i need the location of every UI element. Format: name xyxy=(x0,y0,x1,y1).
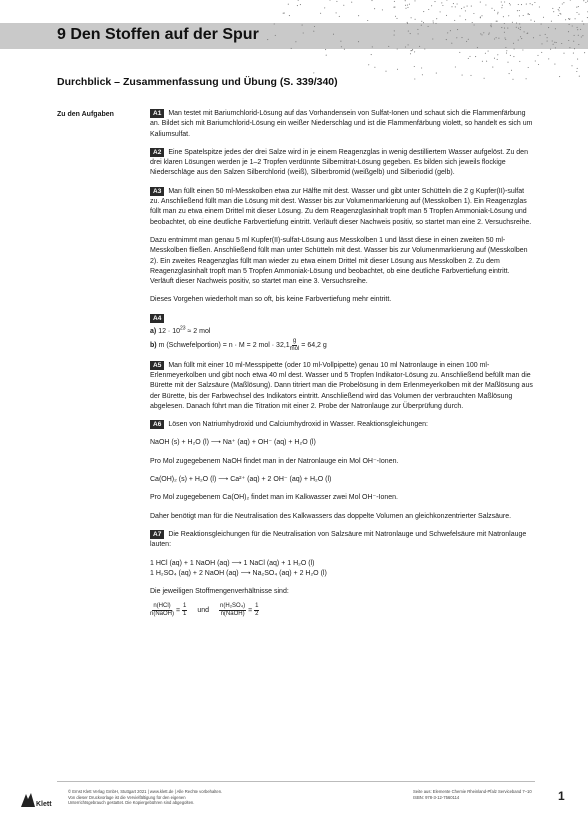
footer-divider xyxy=(57,781,535,782)
ratio-1: $\frac{\text{n(HCl)}}{\text{n(NaOH)}}$ = $\frac{1}{1}$ xyxy=(150,603,187,618)
task-a6 xyxy=(150,420,535,430)
klett-logo-icon xyxy=(18,790,52,811)
a7-text-1: Die jeweiligen Stoffmengenverhältnisse sind: xyxy=(150,588,289,596)
task-a2 xyxy=(150,148,535,179)
decorative-dot-pattern xyxy=(235,0,588,80)
footer-copyright: © Ernst Klett Verlag GmbH, Stuttgart 2021 | www.klett.de | Alle Rechte vorbehalten. Von dieser Druckvorlage ist die Vervielfältigung für den eigenen Unterrichtsgebrauch gestattet. Die Kopiergebühren sind abgegolten. xyxy=(68,789,223,806)
task-text: Man füllt einen 50 ml-Messkolben etwa zur Hälfte mit dest. Wasser und gibt unter Schütteln die 2 g Kupfer(II)-sulfat zu. Anschließend füllt man die Lösung mit dest. Wasser bis zur Volumenmarkierung auf (Messkolben 1). Ein Reagenzglas füllt man zu etwa einem Drittel mit dieser Lösung. Zu dem Reagenzglasinhalt tropft man 5 Tropfen Ammoniak-Lösung und beobachtet, ob eine deutliche Farbvertiefung eintritt. Verläuft dieser Nachweis positiv, so startet man eine 2. Versuchsreihe. xyxy=(150,187,532,226)
task-a5 xyxy=(150,361,535,412)
a4-a-line: a) $12 \cdot 10^{23} \approx 2$ mol xyxy=(150,326,211,336)
task-text: Eine Spatelspitze jedes der drei Salze wird in je einem Reagenzglas in wenig destilliertem Wasser aufgelöst. Zu den drei klaren Lösungen werden je 1–2 Tropfen verdünnte Silbernitrat-Lösung gegeben. Es bilden sich jeweils flockige Niederschläge aus den Salzen Silberchlorid (weiß), Silberbromid (weißgelb) und Silberiodid (gelb). xyxy=(150,148,528,177)
footer-source: Seite aus: Elemente Chemie Rheinland-Pfalz Serviceband 7–10 ISBN: 978-3-12-7560114 xyxy=(413,789,532,800)
task-content xyxy=(150,109,535,618)
task-a3-paragraph-2: Dazu entnimmt man genau 5 ml Kupfer(II)-sulfat-Lösung aus Messkolben 1 und lässt diese in einen zweiten 50 ml-Messkolben fließen. Anschließend füllt man unter Schütteln mit dest. Wasser bis zur Volumenmarkierung auf (Messkolben 2). Ein zweites Reagenzglas füllt man wieder zu etwa einem Drittel mit dieser Lösung aus Messkolben 2. Zu dem Reagenzglasinhalt tropft man 5 Tropfen Ammoniak-Lösung und beobachtet, ob eine deutliche Farbvertiefung eintritt. Verläuft dieser Nachweis positiv, so startet man eine 3. Versuchsreihe. xyxy=(150,236,528,286)
ratio-connector: und xyxy=(197,606,210,614)
task-tag: A7 xyxy=(150,530,164,539)
side-label: Zu den Aufgaben xyxy=(57,111,114,118)
task-a4 xyxy=(150,314,535,353)
task-text: Man füllt mit einer 10 ml-Messpipette (oder 10 ml-Vollpipette) genau 10 ml Natronlauge in einen 100 ml-Erlenmeyerkolben und gibt noch etwa 40 ml dest. Wasser und 5 Tropfen Indikator-Lösung zu. Anschließend befüllt man die Bürette mit der Salzsäure (Maßlösung). Dann titriert man die Probelösung in dem Erlenmeyerkolben mit der Maßlösung aus der Bürette, bis der Farbwechsel des Indikators eintritt. Anschließend wird das Volumen der verbrauchten Maßlösung abgelesen. Danach führt man die Titration mit einer 2. Probe der Natronlauge zur Überprüfung durch. xyxy=(150,361,533,410)
task-tag: A1 xyxy=(150,109,164,118)
a7-equation-1: 1 HCl (aq) + 1 NaOH (aq) ⟶ 1 NaCl (aq) + 1 H₂O (l) xyxy=(150,559,315,567)
chapter-title: 9 Den Stoffen auf der Spur xyxy=(57,26,259,43)
a6-text-3: Daher benötigt man für die Neutralisation des Kalkwassers das doppelte Volumen an gleichkonzentrierter Salzsäure. xyxy=(150,512,512,520)
task-tag: A3 xyxy=(150,187,164,196)
task-a1 xyxy=(150,109,535,140)
task-tag: A4 xyxy=(150,314,164,323)
page-number: 1 xyxy=(558,789,565,803)
svg-text:Klett: Klett xyxy=(36,801,52,808)
task-text: Die Reaktionsgleichungen für die Neutralisation von Salzsäure mit Natronlauge und Schwefelsäure mit Natronlauge lauten: xyxy=(150,530,527,549)
a6-text-2: Pro Mol zugegebenem Ca(OH)₂ findet man im Kalkwasser zwei Mol OH⁻-Ionen. xyxy=(150,494,399,502)
task-tag: A6 xyxy=(150,420,164,429)
task-a3 xyxy=(150,187,535,228)
task-tag: A5 xyxy=(150,361,164,370)
a4-b-line: b) m (Schwefelportion) = n · M = 2 mol · 32,1 $\frac{g}{\text{mol}}$ = 64,2 g xyxy=(150,337,327,352)
section-subtitle: Durchblick – Zusammenfassung und Übung (S. 339/340) xyxy=(57,76,338,88)
task-a7 xyxy=(150,530,535,551)
a7-ratios xyxy=(150,603,535,618)
task-text: Man testet mit Bariumchlorid-Lösung auf das Vorhandensein von Sulfat-Ionen und schaut sich die Flammenfärbung an. Bildet sich mit Bariumchlorid-Lösung ein weißer Niederschlag und ist die Flammenfärbung violett, so handelt es sich um Kaliumsulfat. xyxy=(150,110,533,138)
task-text: Lösen von Natriumhydroxid und Calciumhydroxid in Wasser. Reaktionsgleichungen: xyxy=(168,421,428,429)
a6-equation-1: NaOH (s) + H₂O (l) ⟶ Na⁺ (aq) + OH⁻ (aq) + H₂O (l) xyxy=(150,439,316,447)
a6-text-1: Pro Mol zugegebenem NaOH findet man in der Natronlauge ein Mol OH⁻-Ionen. xyxy=(150,457,399,465)
task-tag: A2 xyxy=(150,148,164,157)
task-a3-paragraph-3: Dieses Vorgehen wiederholt man so oft, bis keine Farbvertiefung mehr eintritt. xyxy=(150,296,392,304)
a6-equation-2: Ca(OH)₂ (s) + H₂O (l) ⟶ Ca²⁺ (aq) + 2 OH⁻ (aq) + H₂O (l) xyxy=(150,476,332,484)
ratio-2: $\frac{\text{n(H₂SO₄)}}{\text{n(NaOH)}}$ = $\frac{1}{2}$ xyxy=(220,603,259,618)
a7-equation-2: 1 H₂SO₄ (aq) + 2 NaOH (aq) ⟶ Na₂SO₄ (aq) + 2 H₂O (l) xyxy=(150,569,327,577)
